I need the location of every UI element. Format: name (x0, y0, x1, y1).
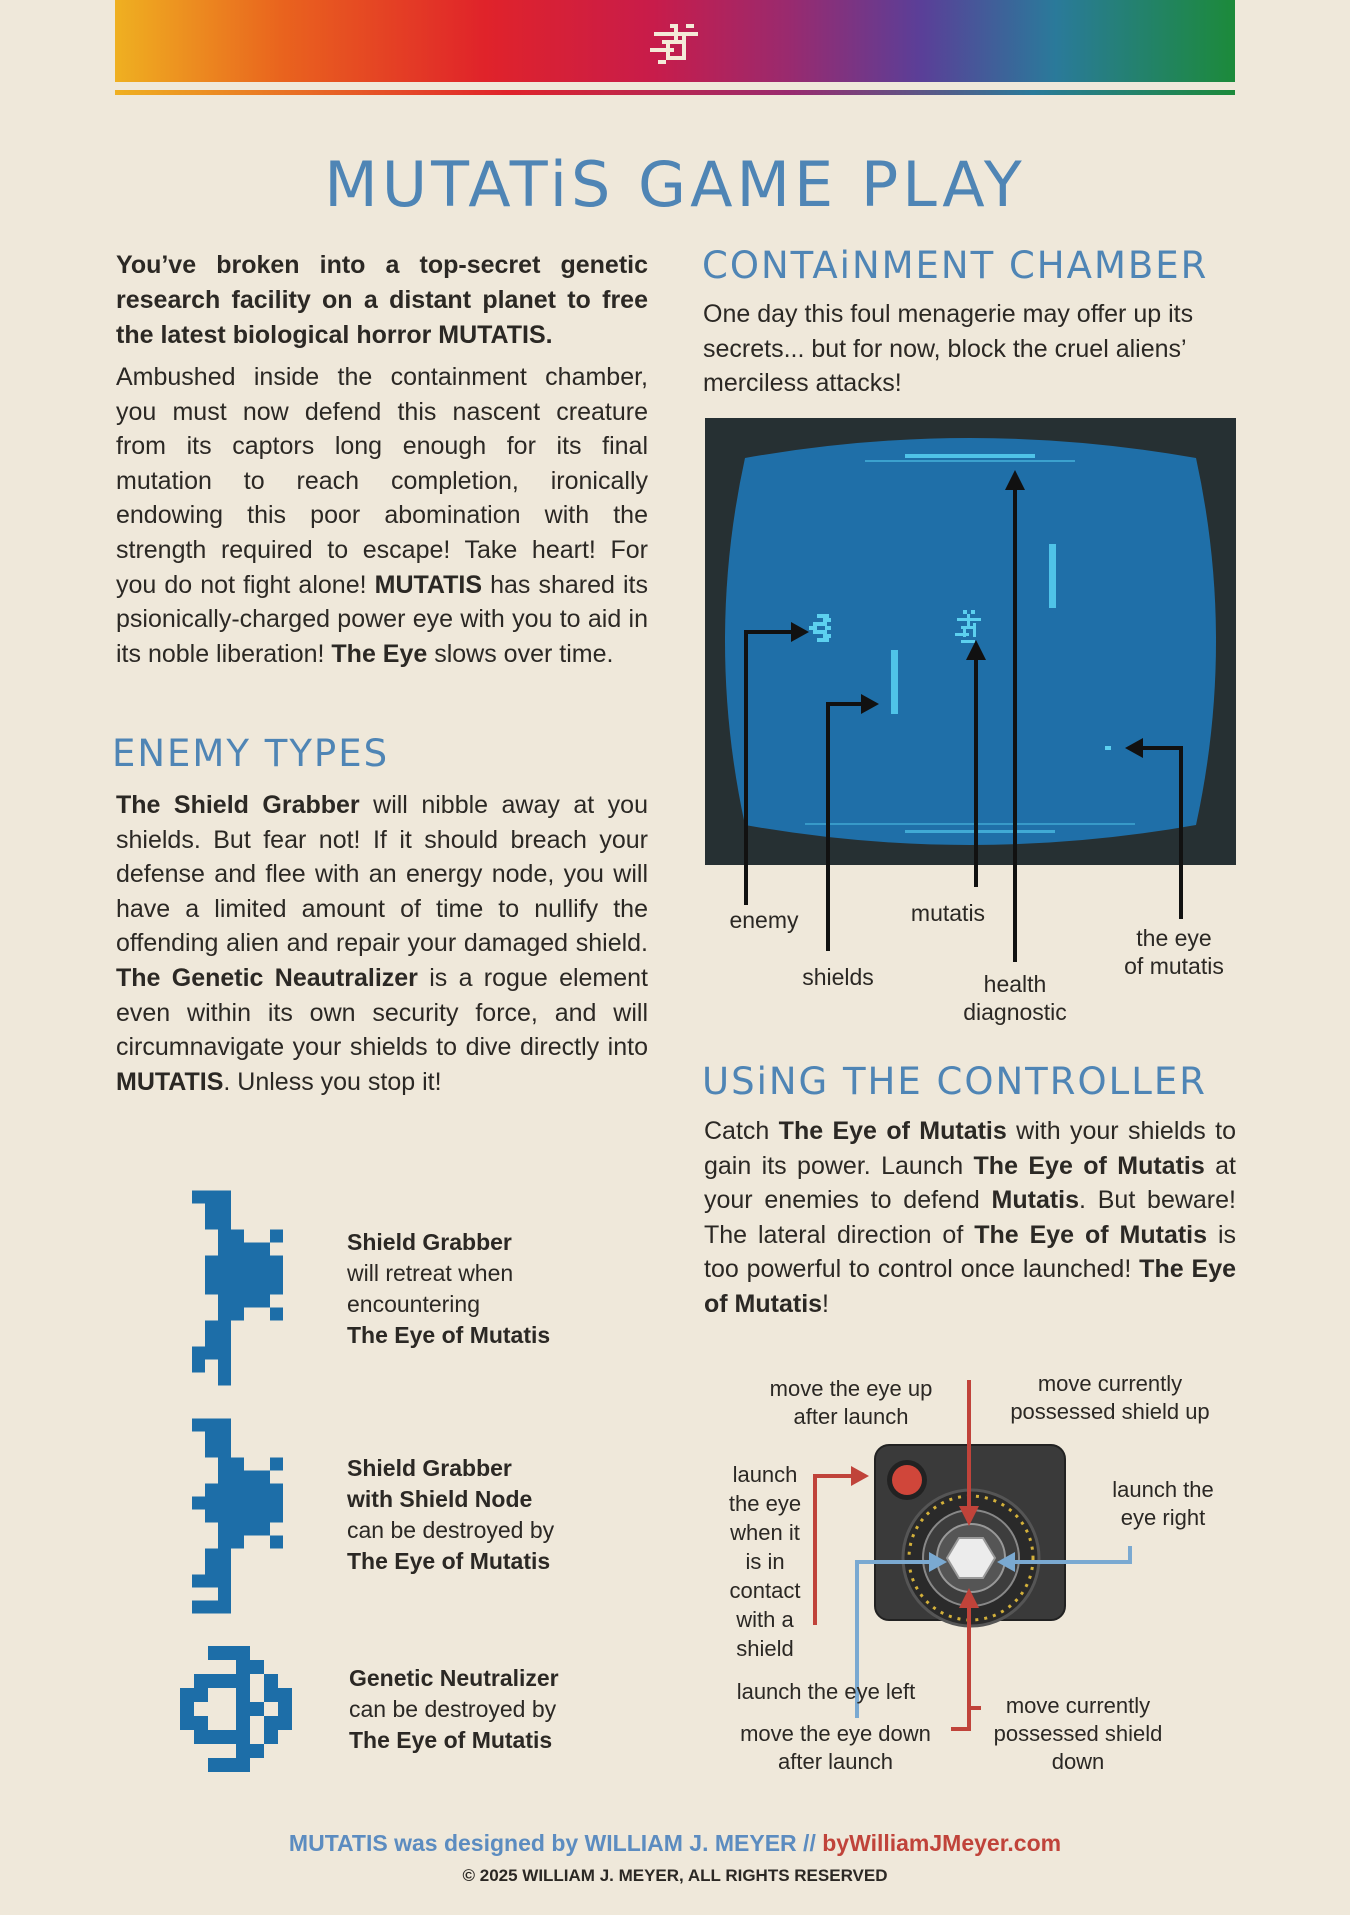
label-move-eye-down (718, 1720, 953, 1776)
website-link[interactable]: byWilliamJMeyer.com (822, 1830, 1062, 1856)
label-line: move the eye up (769, 1376, 933, 1401)
game-screen-diagram (705, 418, 1236, 865)
copyright: © 2025 WILLIAM J. MEYER, ALL RIGHTS RESERVED (462, 1866, 888, 1885)
bottom-shield-line (905, 830, 1055, 833)
enemy-desc: The Eye of Mutatis (349, 1727, 553, 1753)
label-line: eye right (1120, 1505, 1206, 1530)
health-diagnostic-bar (865, 460, 1075, 462)
enemy-types-heading: ENEMY TYPES (112, 732, 390, 775)
controller-body: Catch The Eye of Mutatis with your shields to gain its power. Launch The Eye of Mutatis at your enemies to defend Mutatis. But beware! The lateral direction of The Eye of Mutatis is too powerful to control once launched! The Eye of Mutatis! (704, 1117, 1237, 1318)
label-line: down (1051, 1749, 1105, 1774)
label-line: move the eye down (740, 1721, 931, 1746)
label-line: launch the (1112, 1477, 1214, 1502)
enemy-name: with Shield Node (347, 1486, 533, 1512)
enemy-desc: can be destroyed by (349, 1696, 557, 1722)
label-move-eye-up (746, 1375, 956, 1431)
enemy-desc: can be destroyed by (347, 1517, 555, 1543)
label-line: possessed shield up (1010, 1399, 1210, 1424)
intro-lead: You’ve broken into a top-secret genetic research facility on a distant planet to free the latest biological horror MUTATIS. (116, 251, 648, 349)
label-line: health (983, 971, 1047, 997)
label-launch-right (1095, 1476, 1231, 1532)
enemy-desc: will retreat when (347, 1260, 514, 1286)
mutatis-glyph-icon (650, 24, 702, 64)
label-mutatis: mutatis (910, 900, 986, 926)
fire-button (892, 1465, 922, 1495)
label-line: the eye (1136, 925, 1212, 951)
enemy-name: Shield Grabber (347, 1455, 512, 1481)
shield-bar (891, 650, 898, 714)
enemy-desc: The Eye of Mutatis (347, 1322, 551, 1348)
label-line: contact (729, 1578, 801, 1603)
bottom-shield-line (805, 823, 1135, 825)
intro-body: Ambushed inside the containment chamber, you must now defend this nascent creature from its captors long enough for its final mutation to reach completion, ironically endowing this poor abomination with the strength required to escape! Take heart! For you do not fight alone! MUTATIS has shared its psionically-charged power eye with you to aid in its noble liberation! The Eye slows over time. (116, 363, 648, 668)
label-line: of mutatis (1124, 953, 1224, 979)
label-line: is in (745, 1549, 785, 1574)
enemy-desc: The Eye of Mutatis (347, 1548, 551, 1574)
label-eye-of-mutatis (1109, 924, 1239, 980)
label-shield-up (985, 1370, 1235, 1426)
shield-grabber-node-sprite (192, 1418, 296, 1614)
label-shields: shields (802, 964, 874, 990)
label-line: with a (736, 1607, 794, 1632)
containment-heading: CONTAiNMENT CHAMBER (702, 244, 1209, 287)
label-line: diagnostic (963, 999, 1067, 1025)
label-line: launch (732, 1462, 798, 1487)
enemy-name: Shield Grabber (347, 1229, 512, 1255)
label-line: move currently (1005, 1693, 1151, 1718)
label-enemy: enemy (729, 907, 799, 933)
banner-rule (115, 90, 1235, 95)
label-line: after launch (793, 1404, 909, 1429)
eye-of-mutatis-dot (1105, 746, 1111, 750)
enemy-entry-genetic-neutralizer (349, 1663, 649, 1756)
genetic-neutralizer-sprite (180, 1646, 292, 1772)
enemy-entry-shield-grabber-node (347, 1453, 647, 1577)
containment-body: One day this foul menagerie may offer up its secrets... but for now, block the cruel aliens’ merciless attacks! (703, 300, 1194, 398)
label-line: when it (730, 1520, 800, 1545)
enemy-name: Genetic Neutralizer (349, 1665, 559, 1691)
enemy-desc: encountering (347, 1291, 480, 1317)
footer-credit (0, 1830, 1350, 1857)
label-shield-down (975, 1692, 1181, 1776)
label-line: after launch (778, 1749, 893, 1774)
credit-text: MUTATIS was designed by WILLIAM J. MEYER // (288, 1830, 823, 1856)
label-health-diagnostic (945, 970, 1085, 1026)
label-launch-left: launch the eye left (736, 1679, 916, 1704)
enemy-types-body: The Shield Grabber will nibble away at you shields. But fear not! If it should breach your defense and flee with an energy node, you will have a limited amount of time to nullify the offending alien and repair your damaged shield. The Genetic Neautralizer is a rogue element even within its own security force, and will circumnavigate your shields to dive directly into MUTATIS. Unless you stop it! (116, 791, 649, 1096)
shield-bar (1049, 544, 1056, 608)
label-line: the eye (728, 1491, 802, 1516)
enemy-entry-shield-grabber (347, 1227, 647, 1351)
label-launch-contact (700, 1460, 830, 1663)
shield-grabber-sprite (192, 1190, 296, 1386)
label-line: move currently (1037, 1371, 1183, 1396)
label-line: possessed shield (993, 1721, 1163, 1746)
label-line: shield (736, 1636, 794, 1661)
health-diagnostic-bar (905, 454, 1035, 458)
controller-heading: USiNG THE CONTROLLER (702, 1060, 1207, 1103)
page-title: MUTATiS GAME PLAY (324, 148, 1026, 221)
